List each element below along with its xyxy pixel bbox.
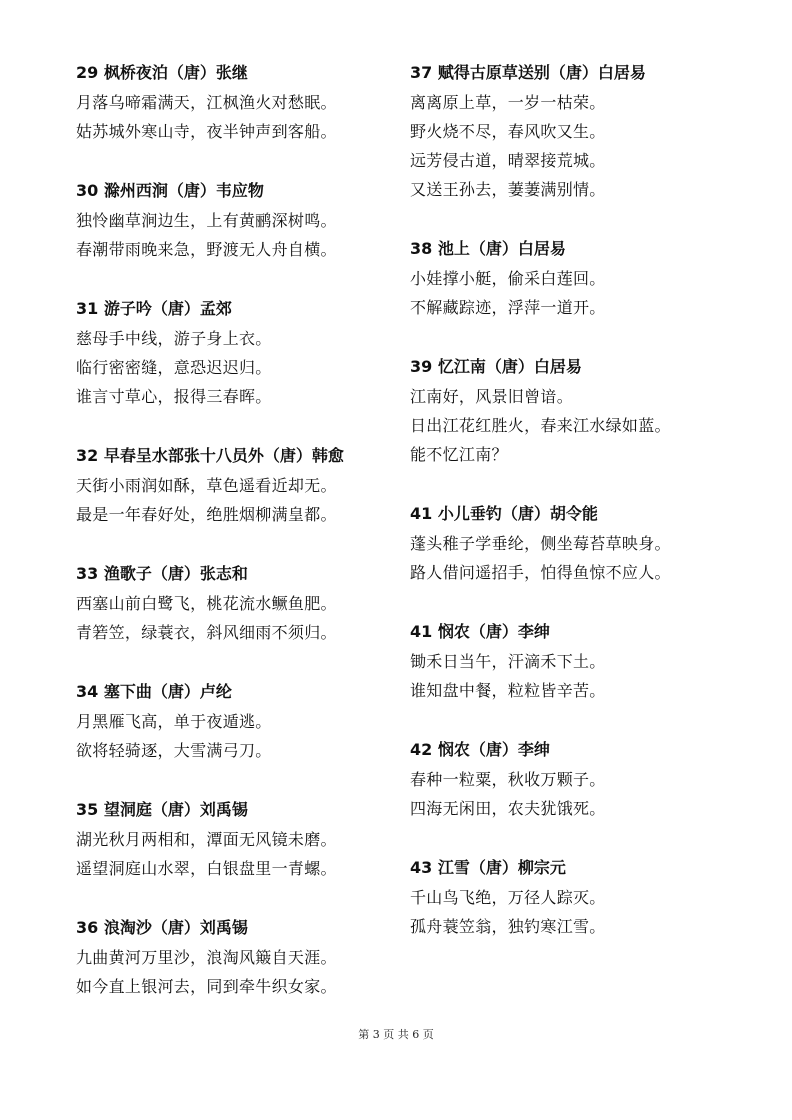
poem-line: 小娃撑小艇，偷采白莲回。: [410, 269, 606, 288]
poem-line: 能不忆江南？: [410, 445, 508, 464]
poem-line: 遥望洞庭山水翠，白银盘里一青螺。: [76, 859, 337, 878]
poem-line: 蓬头稚子学垂纶，侧坐莓苔草映身。: [410, 534, 671, 553]
poem-line: 月黑雁飞高，单于夜遁逃。: [76, 712, 272, 731]
poem-title: 36 浪淘沙（唐）刘禹锡: [76, 918, 248, 937]
poem-line: 远芳侵古道，晴翠接荒城。: [410, 151, 606, 170]
poem-block: [76, 176, 396, 264]
poem-line: 天街小雨润如酥，草色遥看近却无。: [76, 476, 337, 495]
poem-title: 41 小儿垂钓（唐）胡令能: [410, 504, 598, 523]
poem-block: [410, 617, 750, 705]
poem-line: 谁知盘中餐，粒粒皆辛苦。: [410, 681, 606, 700]
poem-block: [410, 58, 750, 204]
poem-block: [76, 795, 396, 883]
poem-line: 锄禾日当午，汗滴禾下土。: [410, 652, 606, 671]
poem-title: 31 游子吟（唐）孟郊: [76, 299, 232, 318]
poem-line: 野火烧不尽，春风吹又生。: [410, 122, 606, 141]
poem-title: 32 早春呈水部张十八员外（唐）韩愈: [76, 446, 344, 465]
poem-block: [76, 559, 396, 647]
poem-line: 谁言寸草心，报得三春晖。: [76, 387, 272, 406]
poem-block: [76, 913, 396, 1001]
poem-line: 路人借问遥招手，怕得鱼惊不应人。: [410, 563, 671, 582]
poem-line: 湖光秋月两相和，潭面无风镜未磨。: [76, 830, 337, 849]
right-column: [410, 58, 750, 971]
left-column: [76, 58, 396, 1031]
poem-title: 34 塞下曲（唐）卢纶: [76, 682, 232, 701]
poem-title: 38 池上（唐）白居易: [410, 239, 566, 258]
poem-line: 九曲黄河万里沙，浪淘风簸自天涯。: [76, 948, 337, 967]
poem-block: [76, 294, 396, 411]
poem-block: [410, 234, 750, 322]
poem-line: 日出江花红胜火，春来江水绿如蓝。: [410, 416, 671, 435]
poem-line: 姑苏城外寒山寺，夜半钟声到客船。: [76, 122, 337, 141]
poem-block: [410, 853, 750, 941]
poem-title: 41 悯农（唐）李绅: [410, 622, 550, 641]
poem-line: 月落乌啼霜满天，江枫渔火对愁眠。: [76, 93, 337, 112]
poem-line: 孤舟蓑笠翁，独钓寒江雪。: [410, 917, 606, 936]
poem-line: 欲将轻骑逐，大雪满弓刀。: [76, 741, 272, 760]
poem-block: [76, 677, 396, 765]
poem-line: 又送王孙去，萋萋满别情。: [410, 180, 606, 199]
poem-title: 39 忆江南（唐）白居易: [410, 357, 582, 376]
poem-block: [410, 499, 750, 587]
poem-line: 如今直上银河去，同到牵牛织女家。: [76, 977, 337, 996]
poem-line: 临行密密缝，意恐迟迟归。: [76, 358, 272, 377]
poem-line: 西塞山前白鹭飞，桃花流水鳜鱼肥。: [76, 594, 337, 613]
poem-line: 离离原上草，一岁一枯荣。: [410, 93, 606, 112]
poem-title: 29 枫桥夜泊（唐）张继: [76, 63, 248, 82]
poem-line: 青箬笠，绿蓑衣，斜风细雨不须归。: [76, 623, 337, 642]
poem-block: [410, 352, 750, 469]
poem-line: 不解藏踪迹，浮萍一道开。: [410, 298, 606, 317]
poem-title: 35 望洞庭（唐）刘禹锡: [76, 800, 248, 819]
page-footer: 第 3 页 共 6 页: [358, 1028, 434, 1041]
poem-line: 春种一粒粟，秋收万颗子。: [410, 770, 606, 789]
poem-title: 33 渔歌子（唐）张志和: [76, 564, 248, 583]
poem-block: [410, 735, 750, 823]
poem-line: 最是一年春好处，绝胜烟柳满皇都。: [76, 505, 337, 524]
poem-block: [76, 441, 396, 529]
poem-line: 千山鸟飞绝，万径人踪灭。: [410, 888, 606, 907]
poem-title: 42 悯农（唐）李绅: [410, 740, 550, 759]
poem-block: [76, 58, 396, 146]
poem-title: 30 滁州西涧（唐）韦应物: [76, 181, 264, 200]
poem-line: 慈母手中线，游子身上衣。: [76, 329, 272, 348]
poem-line: 独怜幽草涧边生，上有黄鹂深树鸣。: [76, 211, 337, 230]
poem-title: 37 赋得古原草送别（唐）白居易: [410, 63, 646, 82]
poem-line: 四海无闲田，农夫犹饿死。: [410, 799, 606, 818]
poem-title: 43 江雪（唐）柳宗元: [410, 858, 566, 877]
poem-line: 江南好，风景旧曾谙。: [410, 387, 574, 406]
poem-line: 春潮带雨晚来急，野渡无人舟自横。: [76, 240, 337, 259]
